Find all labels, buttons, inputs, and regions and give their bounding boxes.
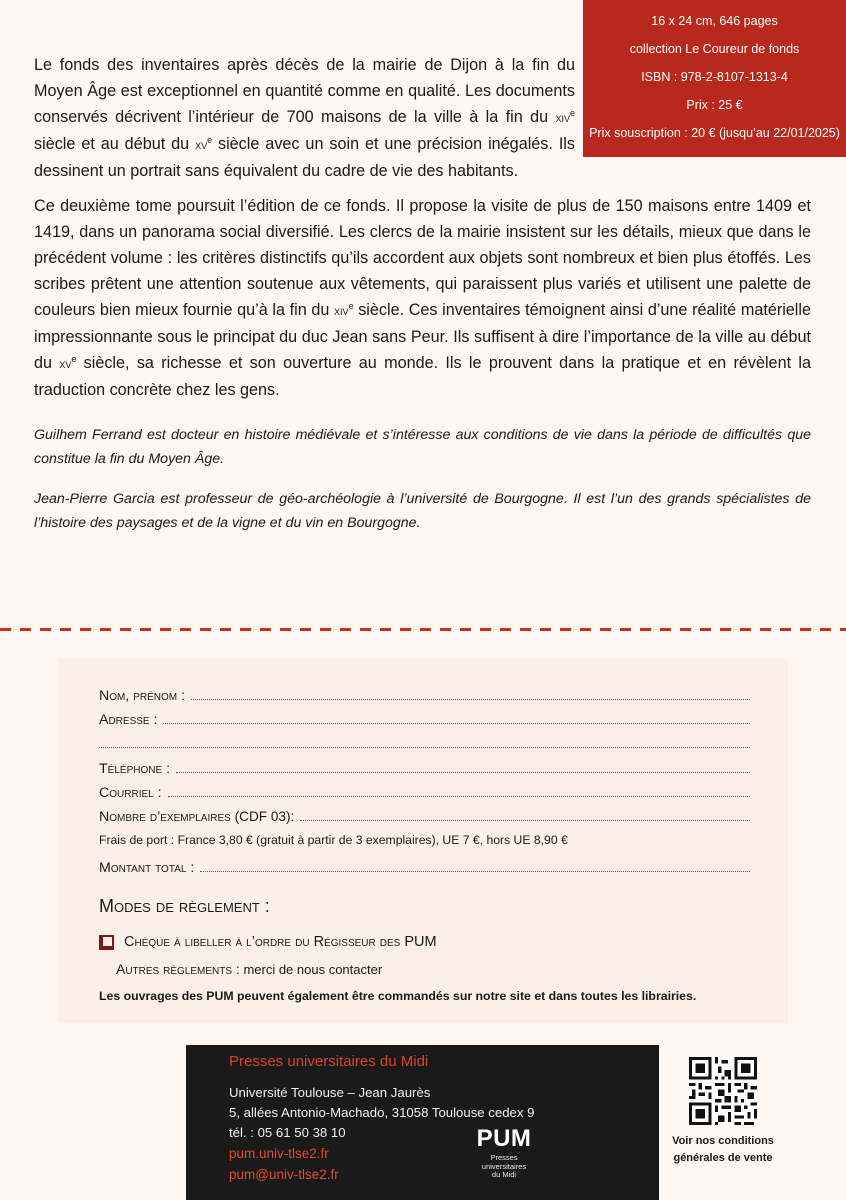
qr-caption-line-2: générales de vente: [673, 1152, 773, 1164]
qr-caption: [664, 1133, 782, 1167]
cheque-label: Chèque à libeller à l’ordre du Régisseur des PUM: [124, 934, 437, 950]
other-payments-label: Autres règlements :: [116, 961, 240, 977]
publisher-footer: [186, 1045, 659, 1200]
other-payments: [116, 961, 382, 977]
superscript: e: [207, 134, 213, 145]
book-isbn: ISBN : 978-2-8107-1313-4: [641, 70, 788, 84]
description-text: [34, 52, 811, 544]
pum-logo: [472, 1127, 536, 1180]
publisher-name: Presses universitaires du Midi: [229, 1053, 429, 1070]
author-bio-ferrand: Guilhem Ferrand est docteur en histoire médiévale et s’intéresse aux conditions de vie dans la période de difficultés que constitue la fin du Moyen Âge.: [34, 427, 811, 467]
cheque-option[interactable]: [99, 934, 437, 950]
roman-numeral: xiv: [555, 110, 571, 125]
p2-part-b: siècle. Ces inventaires témoignent ainsi d’une réalité matérielle impressionnante sous le principat du duc Jean sans Peur. Ils suffisent à dire l’importance de la ville au début du: [34, 301, 812, 372]
publisher-email-link[interactable]: pum@univ-tlse2.fr: [229, 1167, 339, 1182]
address-field[interactable]: [99, 711, 750, 728]
roman-numeral: xv: [195, 137, 208, 152]
bookstore-note: Les ouvrages des PUM peuvent également être commandés sur notre site et dans toutes les librairies.: [99, 989, 697, 1003]
name-field[interactable]: [99, 687, 750, 704]
pum-logo-text: PUM: [476, 1125, 532, 1152]
checkbox-icon[interactable]: [99, 935, 114, 950]
address-input-line-2[interactable]: [99, 735, 750, 748]
superscript: e: [348, 300, 354, 311]
address-label: Adresse :: [99, 712, 158, 728]
logo-sub-line-1: Presses: [490, 1153, 518, 1162]
p1-part-c: siècle avec un soin et une précision inégalés. Ils dessinent un portrait sans équivalent du cadre de vie des habitants.: [34, 135, 576, 180]
copies-label: Nombre d’exemplaires: [99, 809, 231, 825]
publisher-website-link[interactable]: pum.univ-tlse2.fr: [229, 1146, 329, 1161]
phone-field[interactable]: [99, 760, 750, 777]
publisher-address: 5, allées Antonio-Machado, 31058 Toulouse cedex 9: [229, 1105, 535, 1120]
copies-field[interactable]: [99, 808, 750, 825]
logo-sub-line-2: universitaires: [481, 1161, 527, 1171]
book-collection: collection Le Coureur de fonds: [629, 42, 800, 56]
total-field[interactable]: [99, 859, 750, 876]
p1-part-a: Le fonds des inventaires après décès de la mairie de Dijon à la fin du Moyen Âge est exceptionnel en quantité comme en qualité. Les documents conservés décrivent l’intérieur de 700 maisons de la ville à la fin du: [34, 56, 575, 126]
book-price: Prix : 25 €: [686, 98, 743, 112]
address-field-line-2[interactable]: [99, 735, 750, 748]
email-field[interactable]: [99, 784, 750, 801]
total-label: Montant total :: [99, 860, 195, 876]
cut-line-divider: [0, 628, 846, 631]
paragraph-2: [34, 193, 811, 403]
p2-part-c: siècle, sa richesse et son ouverture au monde. Ils le prouvent dans la pratique et en révèlent la traduction concrète chez les gens.: [34, 354, 811, 399]
order-form: [58, 659, 788, 1023]
total-input-line[interactable]: [200, 859, 750, 872]
address-input-line[interactable]: [163, 711, 750, 724]
roman-numeral: xv: [59, 356, 72, 371]
name-input-line[interactable]: [191, 687, 750, 700]
author-bio-garcia: Jean-Pierre Garcia est professeur de géo-archéologie à l’université de Bourgogne. Il est l’un des grands spécialistes de l’histoire des paysages et de la vigne et du vin en Bourgogne.: [34, 491, 811, 531]
p2-part-a: Ce deuxième tome poursuit l’édition de ce fonds. Il propose la visite de plus de 150 maisons entre 1409 et 1419, dans un panorama social diversifié. Les clercs de la mairie insistent sur les détails, mieux que dans le précédent volume : les critères distinctifs qu’ils accordent aux objets sont nombreux et bien plus étoffés. Les scribes prêtent une attention soutenue aux vêtements, qui paraissent plus variés et utilisent une palette de couleurs bien mieux fournie qu’à la fin du: [34, 197, 811, 319]
other-payments-text: merci de nous contacter: [243, 962, 383, 977]
university-name: Université Toulouse – Jean Jaurès: [229, 1085, 431, 1100]
book-format: 16 x 24 cm, 646 pages: [651, 14, 778, 28]
pum-logo-subtitle: [472, 1154, 536, 1180]
copies-input-line[interactable]: [300, 808, 750, 821]
copies-suffix: (CDF 03):: [234, 809, 295, 824]
phone-label: Téléphone :: [99, 761, 171, 777]
superscript: e: [570, 107, 575, 118]
phone-input-line[interactable]: [176, 760, 750, 773]
publisher-phone: tél. : 05 61 50 38 10: [229, 1125, 346, 1140]
book-subscription-price: Prix souscription : 20 € (jusqu’au 22/01/2025): [589, 126, 840, 140]
shipping-costs: Frais de port : France 3,80 € (gratuit à partir de 3 exemplaires), UE 7 €, hors UE 8,90 €: [99, 833, 568, 847]
float-spacer: [575, 52, 811, 156]
email-label: Courriel :: [99, 785, 162, 801]
logo-sub-line-3: du Midi: [491, 1170, 517, 1179]
qr-caption-line-1: Voir nos conditions: [672, 1135, 774, 1147]
superscript: e: [71, 353, 77, 364]
payment-modes-title: Modes de règlement :: [99, 896, 270, 916]
name-label: Nom, prénom :: [99, 688, 186, 704]
roman-numeral: xiv: [334, 303, 349, 318]
p1-part-b: siècle et au début du: [34, 135, 196, 153]
email-input-line[interactable]: [168, 784, 750, 797]
qr-code-icon[interactable]: [689, 1057, 757, 1125]
